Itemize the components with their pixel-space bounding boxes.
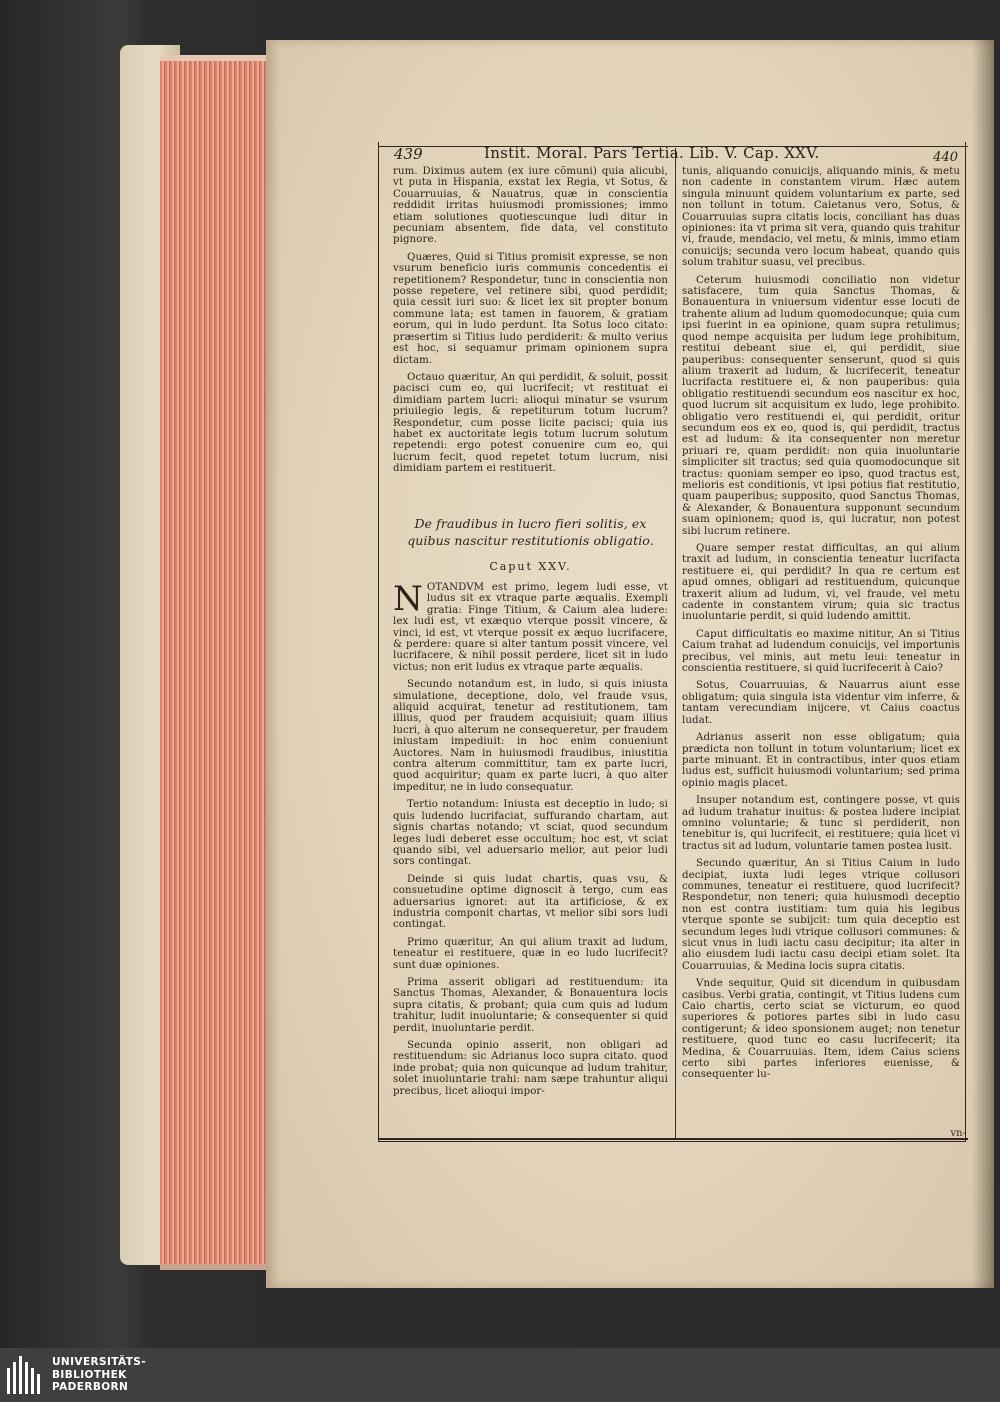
logo-line-3: PADERBORN [52,1381,129,1393]
paragraph: Sotus, Couarruuias, & Nauarrus aiunt esse obligatum; quia singula ista videntur vim inferre, & tantam verecundiam inijcere, vt Caius coactus ludat. [682,680,960,726]
paragraph: Insuper notandum est, contingere posse, vt quis ad ludum trahatur inuitus: & postea ludere incipiat omnino voluntarie; & tunc si perdiderit, non tenebitur is, qui lucrifecit, ei restituere; quia licet vi tractus sit ad ludum, voluntarie tamen postea lusit. [682,795,960,852]
paragraph: Quare semper restat difficultas, an qui alium traxit ad ludum, in conscientia teneatur lucrifacta restituere ei, qui perdidit? In qua re certum est apud omnes, obligari ad restituendum, quicunque traxerit alium ad ludum, vi, vel fraude, vel metu cadente in constantem virum; quia sic tractus inuoluntarie perdit, si quid ludendo amittit. [682,543,960,623]
paragraph: Ceterum huiusmodi conciliatio non videtur satisfacere, tum quia Sanctus Thomas, & Bonauentura in vniuersum videntur esse locuti de trahente alium ad ludum quomodocunque; quia cum ipsi fuerint in ea opinione, quam supra retulimus; quod nempe acquisita per ludum lege prohibitum, restitui debeant siue ei, qui perdidit, siue pauperibus: consequenter senserunt, quod si quis alium traxerit ad ludum, & lucrifecerit, teneatur lucrifacta restituere ei, & non pauperibus: quia obligatio restituendi secundum eos nascitur ex hoc, quod lucrum sit acquisitum ex ludo, lege prohibito. obligatio vero restituendi ei, qui perdidit, oritur secundum eos ex eo, quod is, qui perdidit, tractus est ad ludum: & ita consequenter non meretur priuari re, quam perdidit: non quia inuoluntarie simpliciter sit tractus; sed quia quomodocunque sit tractus: quoniam semper eo ipso, quod tractus est, melioris est conditionis, vt ipsi potius fiat restitutio, quam pauperibus; supposito, quod Sanctus Thomas, & Alexander, & Bonauentura supponunt secundum suam opinionem; quod is, qui lucratur, non potest sibi lucrum retinere. [682,274,960,537]
paragraph: Secundo quæritur, An si Titius Caium in ludo decipiat, iuxta ludi leges vtrique collusori communes, teneatur ei restituere, quod lucrifecit? Respondetur, non teneri; quia huiusmodi deceptio non est contra iustitiam: tum quia his legibus vterque sponte se subijcit: tum quia deceptio est secundum leges ludi vtrique collusori communes: & sicut vnus in ludi iactu casu decipitur; ita alter in alio eiusdem ludi iactu casu decipi etiam solet. Ita Couarruuias, & Medina locis supra citatis. [682,858,960,972]
right-column [682,166,960,1132]
first-paragraph [393,578,668,673]
paragraph: rum. Diximus autem (ex iure cõmuni) quia alicubi, vt puta in Hispania, exstat lex Regia, vt Sotus, & Couarruuias, & Nauatrus, quæ in conscientia reddidit irritas huiusmodi promissiones; immo etiam solutiones quotiescunque ludi ditur in pecuniam absentem, fide data, vel constituto pignore. [393,166,668,246]
running-title: Instit. Moral. Pars Tertia. Lib. V. Cap. XXV. [484,144,820,162]
left-column [393,166,668,1132]
catchword: vn- [950,1128,966,1139]
paragraph: Vnde sequitur, Quid sit dicendum in quibusdam casibus. Verbi gratia, contingit, vt Titius ludens cum Caio chartis, certo sciat se victurum, eo quod superiores & potiores partes sibi in ludo casu contigerunt; & ideo sponsionem auget; non tenetur restituere, quod tunc eo casu lucrifecerit; ita Medina, & Couarruuias. Item, idem Caius sciens certo sibi partes inferiores euenisse, & consequenter lu- [682,978,960,1081]
paragraph: Tertio notandum: Iniusta est deceptio in ludo; si quis ludendo lucrifaciat, suffurando chartam, aut signis chartas notando; vt sciat, quod secundum leges ludi deberet esse occultum; hoc est, vt sciat quando sibi, vel aduersario melior, aut peior ludi sors contingat. [393,799,668,868]
running-header [384,141,964,163]
page-edges-red [160,55,270,1270]
paragraph: Secunda opinio asserit, non obligari ad restituendum: sic Adrianus loco supra citato. quod inde probat; quia non quicunque ad ludum trahitur, solet inuoluntarie trahi: nam sæpe trahuntur aliqui precibus, licet alioqui impor- [393,1040,668,1097]
footer-band [0,1348,1000,1402]
page-gutter-shadow [972,40,994,1288]
logo-line-2: BIBLIOTHEK [52,1368,127,1381]
paragraph: Deinde si quis ludat chartis, quas vsu, & consuetudine optime dignoscit à tergo, cum eas aduersarius ignoret: aut ita artificiose, & ex industria componit chartas, vt melior sibi sors ludi contingat. [393,873,668,931]
paragraph: Primo quæritur, An qui alium traxit ad ludum, teneatur ei restituere, quæ in eo ludo lucrifecit? sunt duæ opiniones. [393,936,668,971]
paragraph: Prima asserit obligari ad restituendum: ita Sanctus Thomas, Alexander, & Bonauentura locis supra citatis, & probant; quia cum quis ad ludum trahitur, ludit inuoluntarie; & consequenter si quid perdit, inuoluntarie perdit. [393,976,668,1034]
logo-line-1: UNIVERSITÄTS- [52,1356,147,1368]
paragraph: Adrianus asserit non esse obligatum; quia prædicta non tollunt in totum voluntarium; licet ex parte minuant. Et in contractibus, inter quos etiam ludus est, sufficit huiusmodi voluntarium; sed prima opinio magis placet. [682,732,960,789]
paragraph: Quæres, Quid si Titius promisit expresse, se non vsurum beneficio iuris communis concedentis ei repetitionem? Respondetur, tunc in conscientia non posse repetere, vel retinere sibi, quod perdidit; quia cessit iuri suo: & licet lex sit propter bonum commune lata; est tamen in fauorem, & gratiam eorum, qui in ludo perdunt. Ita Sotus loco citato: præsertim si Titius ludo perdiderit: & multo verius est hoc, si sequamur primam opinionem supra dictam. [393,251,668,366]
bottom-rule [378,1138,968,1140]
first-paragraph-text: OTANDVM est primo, legem ludi esse, vt ludus sit ex vtraque parte æqualis. Exempli gratia: Finge Titium, & Caium alea ludere: lex ludi est, vt exæquo vterque possit vincere, & vinci, id est, vt vterque possit ex æquo lucrifacere, & perdere: quare si alter tantum possit vincere, vel lucrifacere, & nihil possit perdere, licet sit in ludo victus; non erit ludus ex vtraque parte æqualis. [393,581,668,673]
page-number-right: 440 [933,150,958,165]
chapter-title: De fraudibus in lucro fieri solitis, ex quibus nascitur restitutionis obligatio. [407,515,654,548]
library-logo-icon [6,1354,44,1396]
paragraph: Caput difficultatis eo maxime nititur, An si Titius Caium trahat ad ludendum conuicijs, vel importunis precibus, vel minis, aut metu leui: teneatur in conscientia restituere, si quid lucrifecerit à Caio? [682,628,960,675]
paragraph: Octauo quæritur, An qui perdidit, & soluit, possit pacisci cum eo, qui lucrifecit; vt restituat ei dimidiam partem lucri: alioqui minatur se vsurum priuilegio legis, & repetiturum totum lucrum? Respondetur, cum posse licite pacisci; quia ius habet ex auctoritate legis totum lucrum solutum repetendi: ergo potest conuenire cum eo, qui lucrum fecit, quod repetet totum lucrum, nisi dimidiam partem ei restituerit. [393,371,668,475]
chapter-heading: Caput XXV. [489,559,572,573]
paragraph: Secundo notandum est, in ludo, si quis iniusta simulatione, deceptione, dolo, vel fraude vsus, aliquid acquirat, tenetur ad restitutionem, tam illius, quod per fraudem acquisiuit; quam illius lucri, à quo alterum ne consequeretur, per fraudem iniustam impediuit: in hoc enim conueniunt Auctores. Nam in huiusmodi fraudibus, iniustitia contra alterum committitur, tam ex parte lucri, quod acquiritur; quam ex parte lucri, à quo alter impeditur, ne in ludo consequatur. [393,679,668,793]
column-divider [675,148,676,1138]
library-logo-text [52,1356,146,1394]
drop-capital: N [393,578,423,619]
page-number-left: 439 [394,145,423,163]
paragraph: tunis, aliquando conuicijs, aliquando minis, & metu non cadente in constantem virum. Hæc autem singula minuunt quidem voluntarium ex parte, sed non tollunt in totum. Caietanus vero, Sotus, & Couarruuias supra citatis locis, conciliant has duas opiniones: ita vt prima sit vera, quando quis trahitur vi, fraude, mendacio, vel metu, & minis, immo etiam conuicijs; secunda vero locum habeat, quando quis solum trahitur suasu, vel precibus. [682,166,960,269]
